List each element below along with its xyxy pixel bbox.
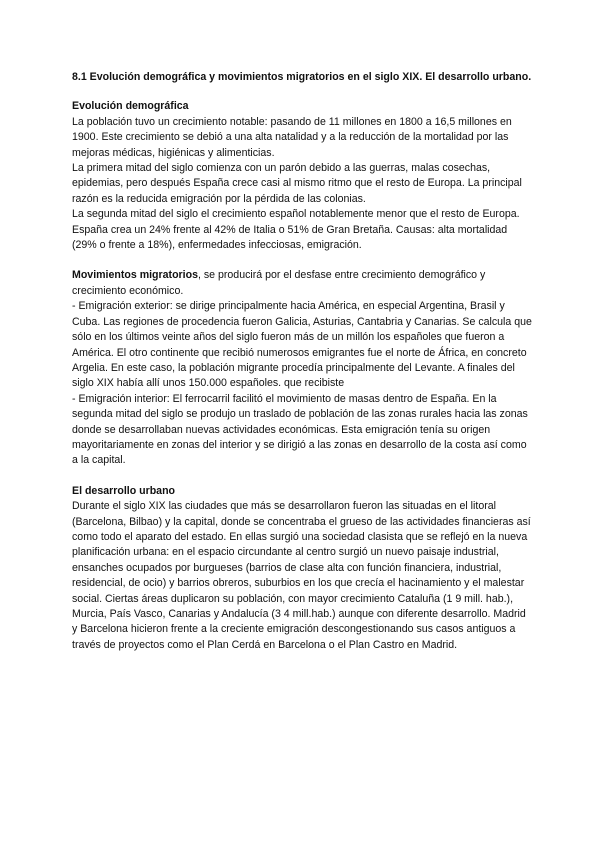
document-title: 8.1 Evolución demográfica y movimientos migratorios en el siglo XIX. El desarrollo urbano. — [72, 71, 532, 83]
section-heading-inline: Movimientos migratorios — [72, 269, 198, 282]
paragraph: La segunda mitad del siglo el crecimiento español notablemente menor que el resto de Europa. España crea un 24% frente al 42% de Italia o 51% de Gran Bretaña. Causas: alta mortalidad (29% o frente a 18%), enfermedades infecciosas, emigración. — [72, 208, 520, 252]
document-page — [72, 70, 532, 668]
section-urban-development — [72, 484, 532, 653]
section-heading: El desarrollo urbano — [72, 484, 176, 497]
paragraph: La población tuvo un crecimiento notable: pasando de 11 millones en 1800 a 16,5 millones en 1900. Este crecimiento se debió a una alta natalidad y a la reducción de la mortalidad por las mejoras médicas, higiénicas y alimenticias. — [72, 115, 512, 159]
section-heading: Evolución demográfica — [72, 100, 189, 113]
paragraph-intro — [72, 268, 532, 299]
paragraph: - Emigración exterior: se dirige principalmente hacia América, en especial Argentina, Brasil y Cuba. Las regiones de procedencia fueron Galicia, Asturias, Cantabria y Canarias. Se calcula que sólo en los últimos veinte años del siglo fueron más de un millón los españoles que fueron a América. El otro continente que recibió numerosos emigrantes fue el norte de África, en concreto Argelia. En este caso, la población migrante procedía principalmente del Levante. A finales del siglo XIX había allí unos 150.000 españoles. que recibiste — [72, 300, 532, 390]
paragraph: La primera mitad del siglo comienza con un parón debido a las guerras, malas cosechas, epidemias, pero después España crece casi al mismo ritmo que el resto de Europa. La principal razón es la reducida emigración por la pérdida de las colonias. — [72, 162, 522, 205]
section-migratory-movements — [72, 268, 532, 468]
paragraph: - Emigración interior: El ferrocarril facilitó el movimiento de masas dentro de España. En la segunda mitad del siglo se produjo un traslado de población de las zonas rurales hacia las zonas donde se desarrollaban nuevas actividades económicas. Esta emigración tenía su origen mayoritariamente en zonas del interior y se dirigió a las zonas en desarrollo de la costa así como a la capital. — [72, 392, 528, 467]
intro-text: , se producirá por el desfase entre crecimiento demográfico y crecimiento económico. — [72, 269, 486, 297]
paragraph: Durante el siglo XIX las ciudades que más se desarrollaron fueron las situadas en el litoral (Barcelona, Bilbao) y la capital, donde se concentraba el grueso de las actividades financieras así como todo el aparato del estado. En ellas surgió una sociedad clasista que se reflejó en la nueva planificación urbana: en el espacio circundante al centro surgió un nuevo paisaje industrial, ensanches ocupados por burgueses (barrios de clase alta con función financiera, industrial, residencial, de ocio) y barrios obreros, suburbios en los que crecía el hacinamiento y el malestar social. Ciertas áreas duplicaron su población, con mayor crecimiento Cataluña (1 9 mill. hab.), Murcia, País Vasco, Canarias y Andalucía (3 4 mill.hab.) aunque con diferente desarrollo. Madrid y Barcelona hicieron frente a la creciente emigración descongestionando sus casos antiguos a través de proyectos como el Plan Cerdá en Barcelona o el Plan Castro en Madrid. — [72, 500, 531, 651]
section-demographic-evolution — [72, 99, 532, 253]
